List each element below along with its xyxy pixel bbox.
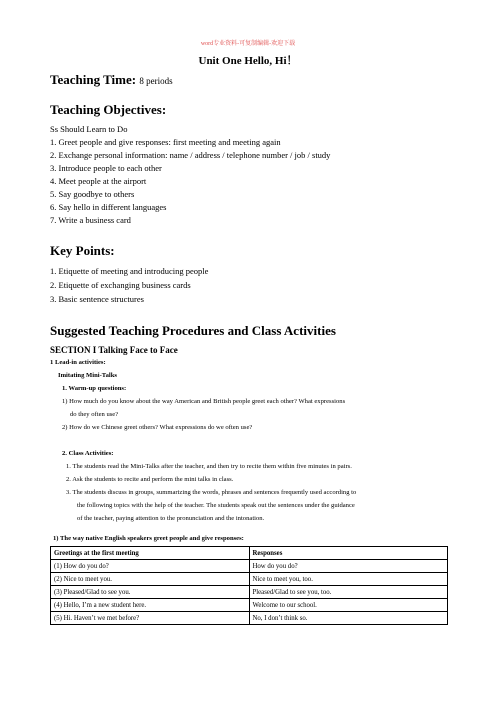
table-cell: (2) Nice to meet you. (51, 573, 250, 586)
table-cell: Pleased/Glad to see you, too. (249, 586, 448, 599)
greetings-table (50, 546, 448, 625)
teaching-time-value: 8 periods (139, 76, 173, 86)
table-cell: (5) Hi. Haven’t we met before? (51, 612, 250, 625)
key-points-heading: Key Points: (50, 243, 115, 258)
objective-item: 4. Meet people at the airport (50, 176, 147, 186)
warmup-question: 1) How much do you know about the way American and British people greet each other? What expressions (62, 398, 346, 405)
warmup-question-cont: do they often use? (70, 411, 119, 418)
imitating-heading: Imitating Mini-Talks (58, 372, 117, 379)
objective-item: 5. Say goodbye to others (50, 189, 135, 199)
table-cell: (3) Pleased/Glad to see you. (51, 586, 250, 599)
warmup-heading: 1. Warm-up questions: (62, 385, 127, 392)
warmup-question: 2) How do we Chinese greet others? What expressions do we often use? (62, 424, 253, 431)
table-caption: 1) The way native English speakers greet people and give responses: (53, 535, 244, 542)
table-header-cell: Responses (249, 547, 448, 560)
table-row (51, 573, 448, 586)
objective-item: 6. Say hello in different languages (50, 202, 167, 212)
class-activities-heading: 2. Class Activities: (62, 450, 114, 457)
activity-item-cont: of the teacher, paying attention to the pronunciation and the intonation. (77, 515, 265, 522)
procedures-heading: Suggested Teaching Procedures and Class Activities (50, 323, 336, 338)
objective-item: 7. Write a business card (50, 215, 131, 225)
objective-item: 3. Introduce people to each other (50, 163, 162, 173)
table-cell: (4) Hello, I’m a new student here. (51, 599, 250, 612)
teaching-time-label: Teaching Time: (50, 72, 137, 87)
section-heading: SECTION I Talking Face to Face (50, 345, 178, 355)
teaching-time (50, 72, 173, 88)
table-row (51, 560, 448, 573)
table-cell: Welcome to our school. (249, 599, 448, 612)
table-row (51, 612, 448, 625)
table-header-row (51, 547, 448, 560)
activity-item-cont: the following topics with the help of the teacher. The students speak out the sentences under the guidance (77, 502, 355, 509)
table-row (51, 599, 448, 612)
key-point-item: 2. Etiquette of exchanging business cards (50, 280, 191, 290)
key-point-item: 1. Etiquette of meeting and introducing people (50, 266, 209, 276)
objective-item: 2. Exchange personal information: name / address / telephone number / job / study (50, 150, 331, 160)
activity-item: 3. The students discuss in groups, summarizing the words, phrases and sentences frequently used according to (66, 489, 357, 496)
table-cell: No, I don’t think so. (249, 612, 448, 625)
leadin-heading: 1 Lead-in activities: (50, 359, 106, 366)
table-cell: Nice to meet you, too. (249, 573, 448, 586)
key-point-item: 3. Basic sentence structures (50, 294, 144, 304)
table-header-cell: Greetings at the first meeting (51, 547, 250, 560)
table-cell: How do you do? (249, 560, 448, 573)
activity-item: 2. Ask the students to recite and perform the mini talks in class. (66, 476, 234, 483)
table-row (51, 586, 448, 599)
objective-item: Ss Should Learn to Do (50, 124, 128, 134)
page-title: Unit One Hello, Hi！ (198, 55, 298, 67)
watermark: word专业资料-可复制编辑-欢迎下载 (200, 41, 296, 47)
objective-item: 1. Greet people and give responses: first meeting and meeting again (50, 137, 281, 147)
activity-item: 1. The students read the Mini-Talks after the teacher, and then try to recite them within five minutes in pairs. (66, 463, 352, 470)
objectives-heading: Teaching Objectives: (50, 102, 167, 117)
table-cell: (1) How do you do? (51, 560, 250, 573)
